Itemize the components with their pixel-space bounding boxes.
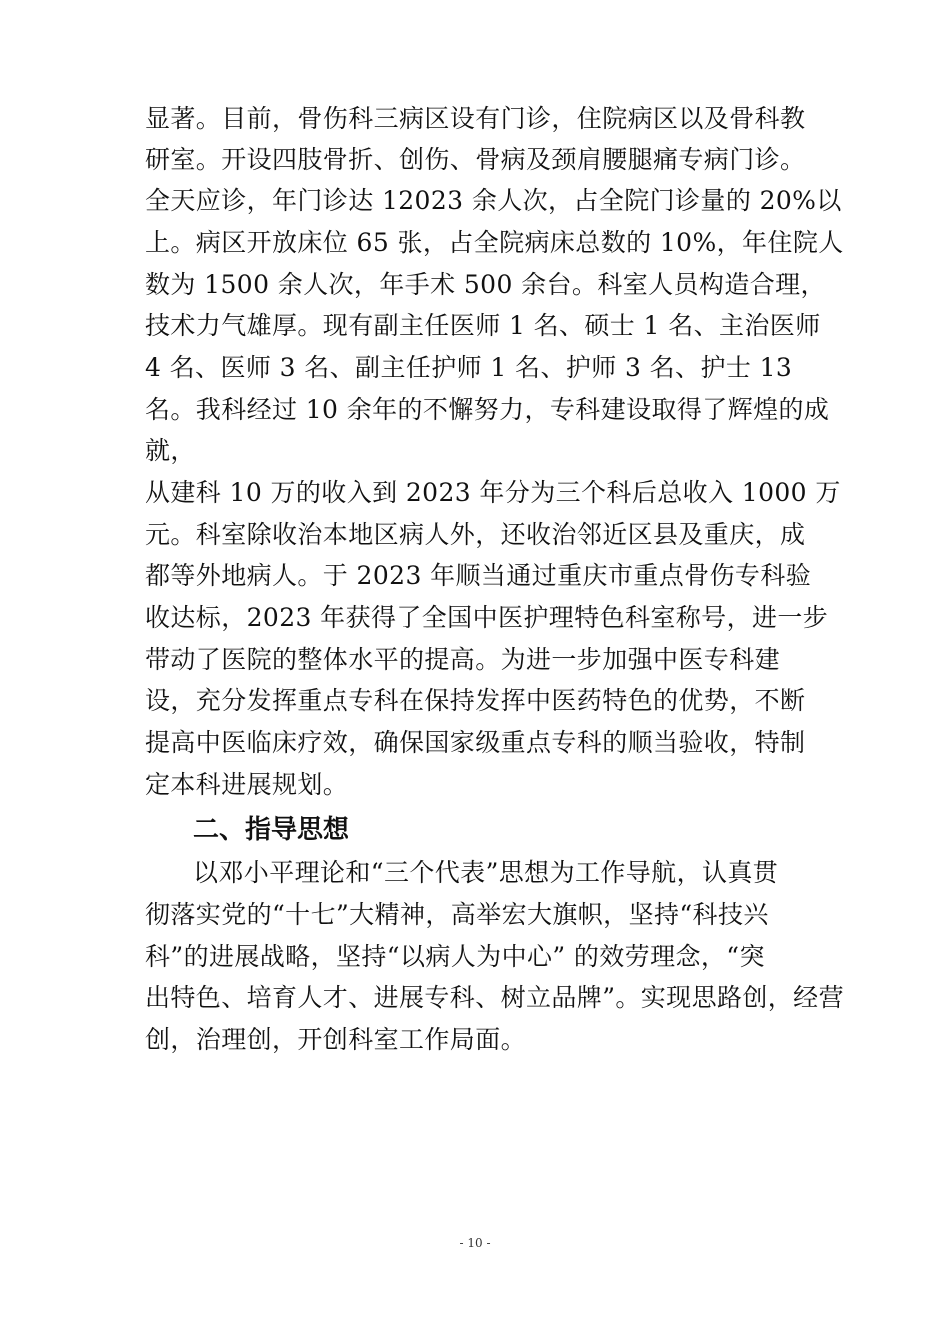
paragraph-line: 就， [145,436,196,465]
paragraph-line: 彻落实党的“十七”大精神，高举宏大旗帜，坚持“科技兴 [145,900,769,929]
paragraph-line: 带动了医院的整体水平的提高。为进一步加强中医专科建 [145,645,781,674]
paragraph-line: 定本科进展规划。 [145,770,349,799]
paragraph-line: 显著。目前，骨伤科三病区设有门诊，住院病区以及骨科教 [145,104,806,133]
paragraph-line: 上。病区开放床位 65 张，占全院病床总数的 10%，年住院人 [145,228,844,257]
paragraph-line: 名。我科经过 10 余年的不懈努力，专科建设取得了辉煌的成 [145,395,830,424]
paragraph-line: 出特色、培育人才、进展专科、树立品牌”。实现思路创，经营 [145,983,844,1012]
paragraph-line: 科”的进展战略，坚持“以病人为中心” 的效劳理念，“突 [145,942,765,971]
paragraph-line: 从建科 10 万的收入到 2023 年分为三个科后总收入 1000 万 [145,478,841,507]
paragraph-line: 研室。开设四肢骨折、创伤、骨病及颈肩腰腿痛专病门诊。 [145,145,806,174]
paragraph-line: 收达标，2023 年获得了全国中医护理特色科室称号，进一步 [145,603,829,632]
paragraph-line: 元。科室除收治本地区病人外，还收治邻近区县及重庆，成 [145,520,806,549]
section-heading: 二、指导思想 [193,815,350,845]
paragraph-line: 4 名、医师 3 名、副主任护师 1 名、护师 3 名、护士 13 [145,353,793,382]
paragraph-line: 数为 1500 余人次，年手术 500 余台。科室人员构造合理， [145,270,826,299]
paragraph-line: 全天应诊，年门诊达 12023 余人次，占全院门诊量的 20%以 [145,186,842,215]
paragraph-line: 提高中医临床疗效，确保国家级重点专科的顺当验收，特制 [145,728,806,757]
page-number: - 10 - [459,1236,491,1250]
paragraph-line: 都等外地病人。于 2023 年顺当通过重庆市重点骨伤专科验 [145,561,812,590]
paragraph-line: 技术力气雄厚。现有副主任医师 1 名、硕士 1 名、主治医师 [145,311,821,340]
paragraph-line: 以邓小平理论和“三个代表”思想为工作导航，认真贯 [193,858,779,887]
paragraph-line: 创，治理创，开创科室工作局面。 [145,1025,527,1054]
paragraph-line: 设，充分发挥重点专科在保持发挥中医药特色的优势，不断 [145,686,806,715]
